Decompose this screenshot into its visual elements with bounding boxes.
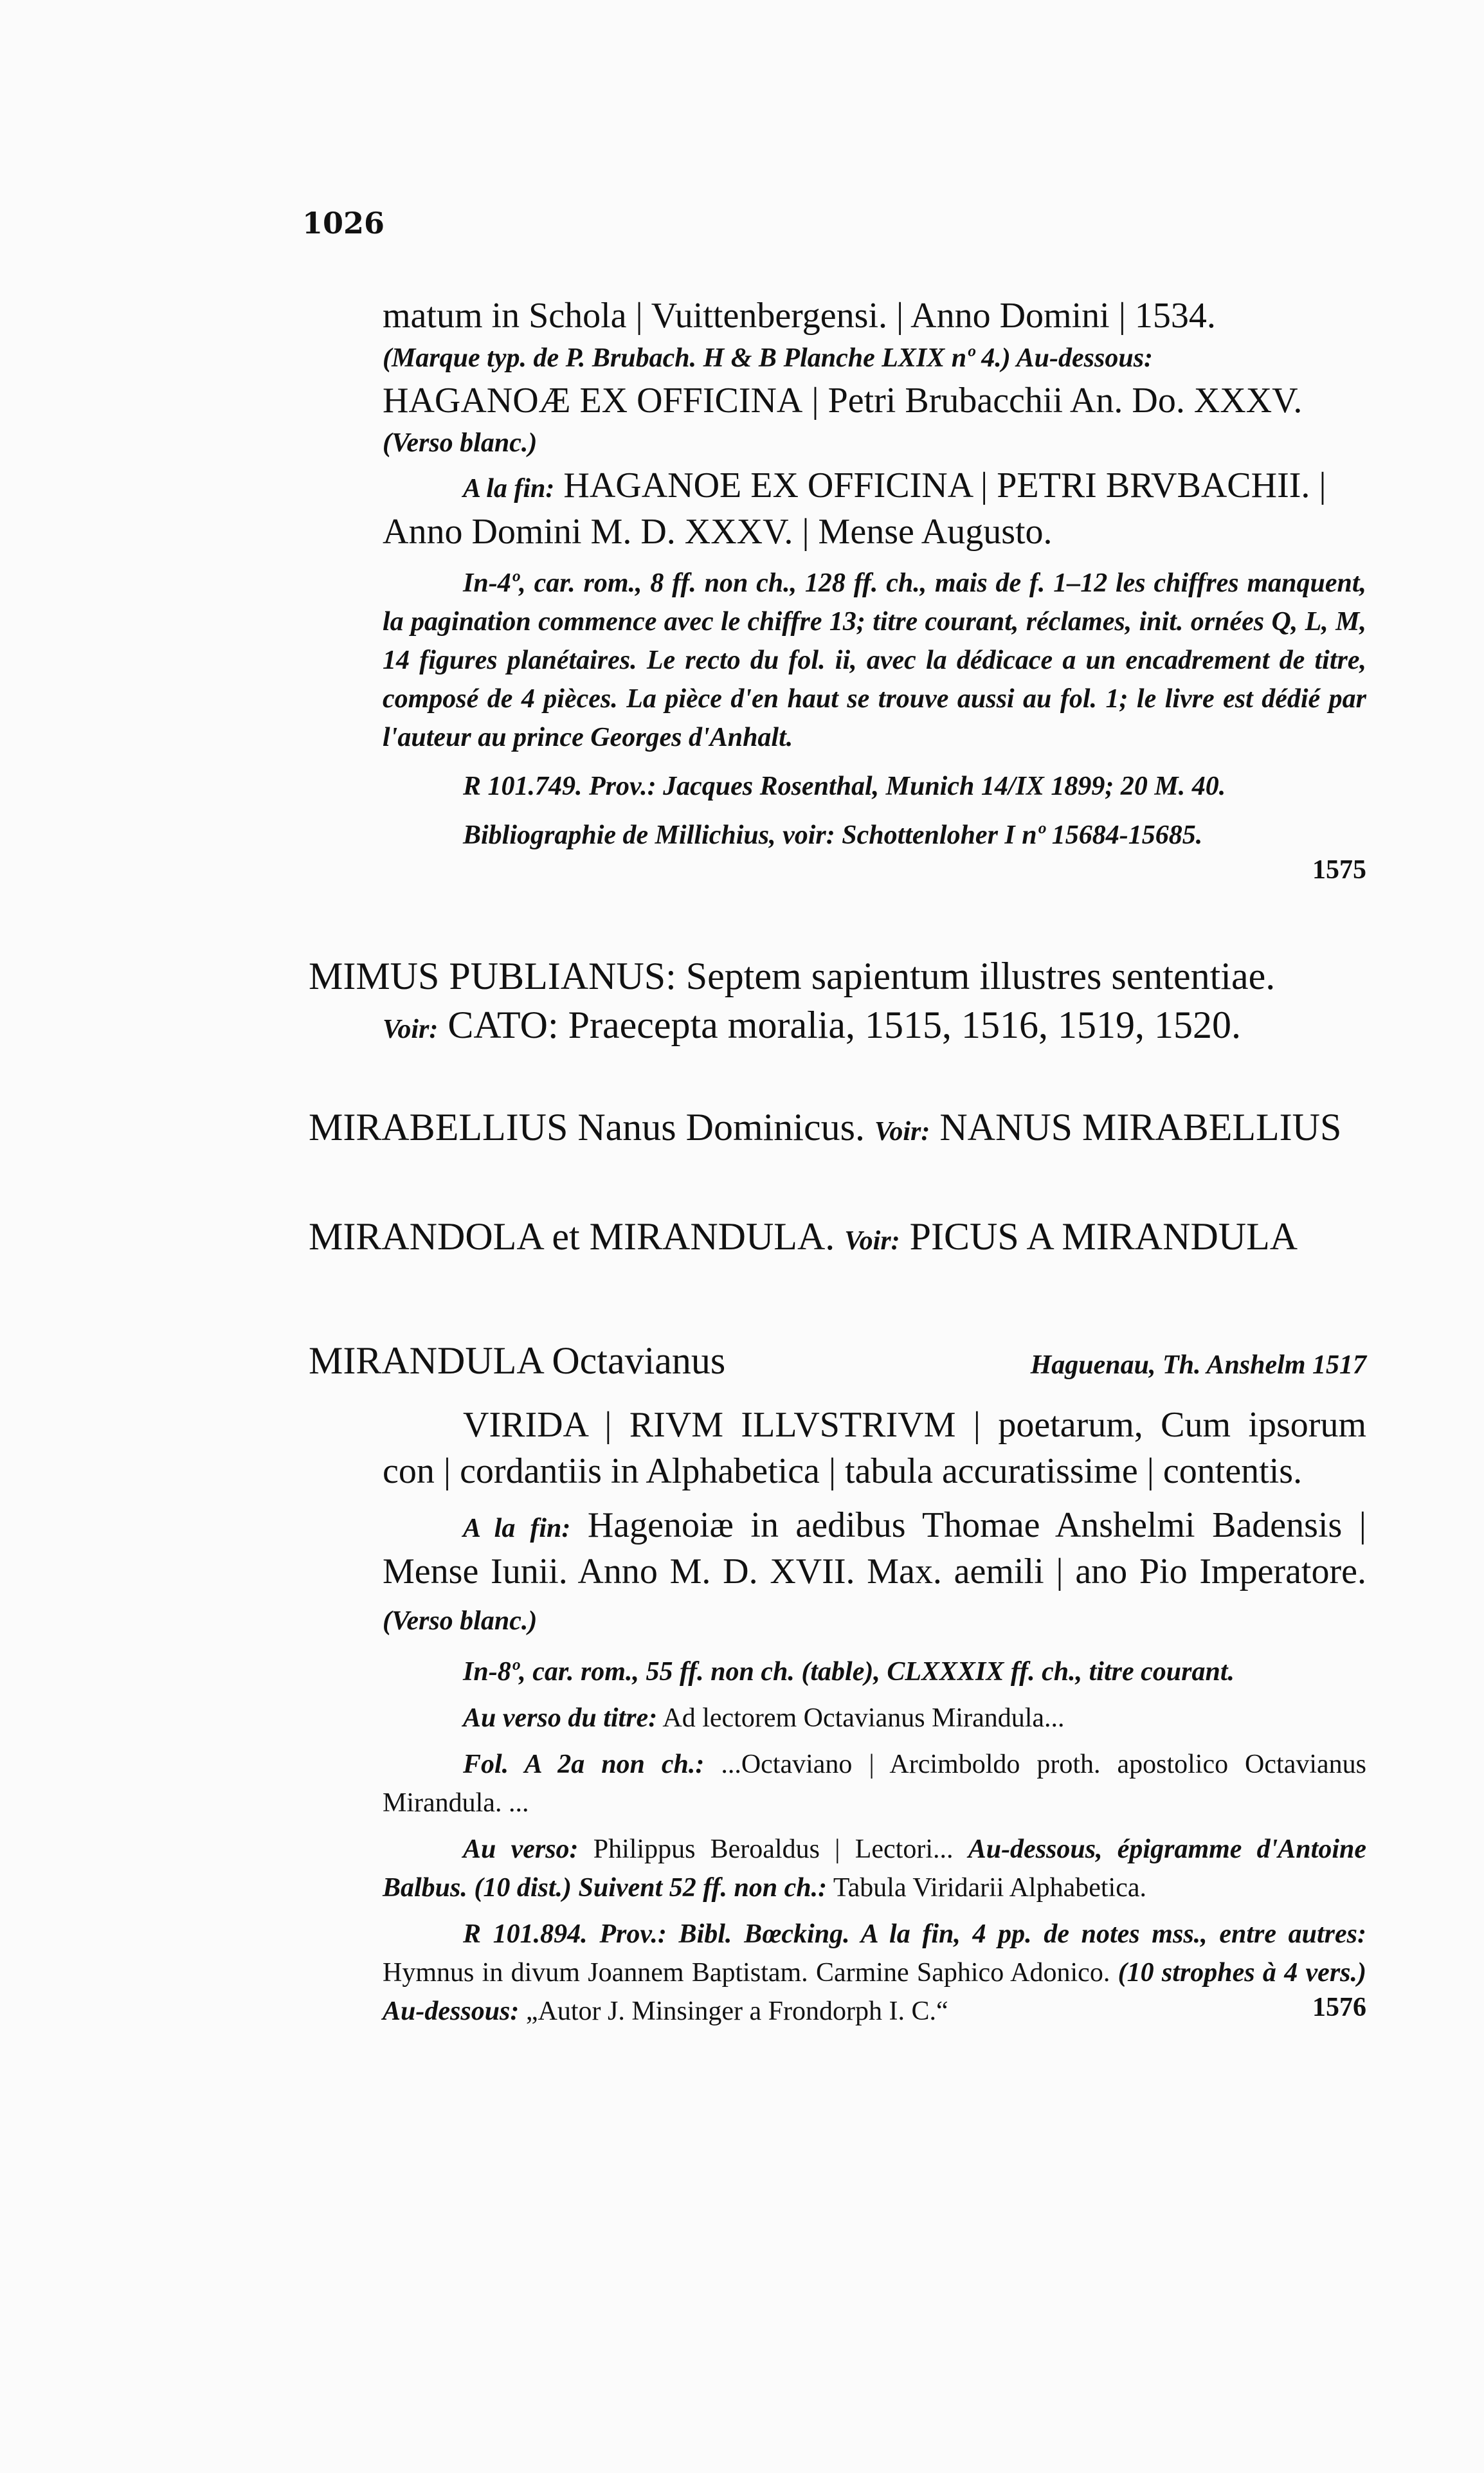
fin-label: A la fin:	[463, 474, 555, 503]
voir-label: Voir:	[383, 1015, 439, 1044]
imprint: Haguenau, Th. Anshelm 1517	[1030, 1350, 1366, 1380]
description: In-8º, car. rom., 55 ff. non ch. (table), CLXXXIX ff. ch., titre courant.	[463, 1657, 1235, 1687]
title-line: matum in Schola | Vuittenbergensi. | Anno Domini | 1534.	[383, 296, 1216, 336]
au-verso-italic: Au-dessous, épigramme d'Antoine Balbus. (10 dist.) Suivent 52 ff. non ch.:	[383, 1834, 1366, 1903]
fin-text: Hagenoiæ in aedibus Thomae Anshelmi Badensis | Mense Iunii. Anno M. D. XVII. Max. aemili | ano Pio Imperatore.	[383, 1505, 1367, 1591]
mirandola-heading: MIRANDOLA et MIRANDULA.	[309, 1215, 835, 1258]
prov-text: Hymnus in divum Joannem Baptistam. Carmine Saphico Adonico.	[383, 1958, 1110, 1988]
description: In-4º, car. rom., 8 ff. non ch., 128 ff. ch., mais de f. 1–12 les chiffres manquent, la pagination commence avec le chiffre 13; titre courant, réclames, init. ornées Q, L, M, 14 figures planétaires. Le recto du fol. ii, avec la dédicace a un encadrement de titre, composé de 4 pièces. La pièce d'en haut se trouve aussi au fol. 1; le livre est dédié par l'auteur au prince Georges d'Anhalt.	[383, 568, 1366, 752]
folio-note	[383, 1745, 1366, 1822]
mark-note: (Marque typ. de P. Brubach. H & B Planche LXIX nº 4.) Au-dessous:	[383, 343, 1154, 373]
entry-number: 1575	[1312, 855, 1366, 885]
voir-text: CATO: Praecepta moralia, 1515, 1516, 1519, 1520.	[448, 1004, 1242, 1046]
verso-note: (Verso blanc.)	[383, 1606, 538, 1636]
verso-titre-text: Ad lectorem Octavianus Mirandula...	[662, 1703, 1065, 1733]
verso-titre-label: Au verso du titre:	[463, 1703, 658, 1733]
voir-label: Voir:	[844, 1226, 900, 1256]
mirabellius-heading: MIRABELLIUS Nanus Dominicus.	[309, 1106, 865, 1148]
mirabellius-line	[309, 1103, 1366, 1152]
entry-number: 1576	[1312, 1993, 1366, 2022]
au-verso-tail: Tabula Viridarii Alphabetica.	[833, 1873, 1147, 1903]
mimus-entry	[309, 952, 1366, 1049]
mirandola-entry	[309, 1212, 1366, 1261]
mirandola-line	[309, 1212, 1366, 1261]
mirandula-heading-row	[309, 1336, 1366, 1385]
title	[383, 1402, 1366, 1494]
mirandula-heading: MIRANDULA Octavianus	[309, 1339, 726, 1382]
fin-line-2: Anno Domini M. D. XXXV. | Mense Augusto.	[383, 512, 1053, 552]
prov-italic: R 101.894. Prov.: Bibl. Bœcking. A la fin, 4 pp. de notes mss., entre autres:	[463, 1919, 1366, 1949]
colophon-b: | Petri Brubacchii An. Do. XXXV.	[811, 381, 1303, 421]
title-sc: VIRIDA | RIVM ILLVSTRIVM |	[463, 1405, 981, 1445]
colophon-line	[383, 377, 1366, 424]
mimus-heading: MIMUS PUBLIANUS: Septem sapientum illustres sententiae.	[309, 955, 1276, 997]
entry-1576	[383, 1402, 1367, 2026]
fol-label: Fol. A 2a non ch.:	[463, 1750, 705, 1779]
bibliography: Bibliographie de Millichius, voir: Schottenloher I nº 15684-15685.	[463, 820, 1203, 850]
fin-text: HAGANOE EX OFFICINA | PETRI BRVBACHII. |	[563, 466, 1326, 505]
au-verso-text: Philippus Beroaldus | Lectori...	[593, 1834, 954, 1864]
prov-tail: „Autor J. Minsinger a Frondorph I. C.“	[525, 1997, 948, 2026]
mirabellius-entry	[309, 1103, 1366, 1152]
fin	[383, 1502, 1366, 1641]
prov-italic-2: (10 strophes à 4 vers.) Au-dessous:	[383, 1958, 1366, 2026]
entry-1575	[383, 293, 1366, 885]
au-verso	[383, 1830, 1366, 1907]
fin-line	[383, 462, 1366, 509]
title-text: poetarum, Cum ipsorum con | cordantiis in Alphabetica | tabula accuratissime | contentis.	[383, 1405, 1367, 1491]
fol-text: ...Octaviano | Arcimboldo proth. apostolico Octavianus Mirandula. ...	[383, 1750, 1366, 1818]
verso-titre	[383, 1699, 1366, 1737]
au-verso-label: Au verso:	[463, 1834, 579, 1864]
verso-note: (Verso blanc.)	[383, 428, 538, 458]
voir-text: PICUS A MIRANDULA	[909, 1215, 1298, 1258]
mimus-voir	[309, 1001, 1366, 1049]
voir-label: Voir:	[874, 1117, 930, 1146]
provenance: R 101.749. Prov.: Jacques Rosenthal, Munich 14/IX 1899; 20 M. 40.	[463, 772, 1226, 801]
page-number: 1026	[302, 206, 385, 240]
fin-label: A la fin:	[463, 1514, 571, 1543]
colophon-a: HAGANOÆ EX OFFICINA	[383, 381, 803, 421]
voir-text: NANUS MIRABELLIUS	[939, 1106, 1342, 1148]
